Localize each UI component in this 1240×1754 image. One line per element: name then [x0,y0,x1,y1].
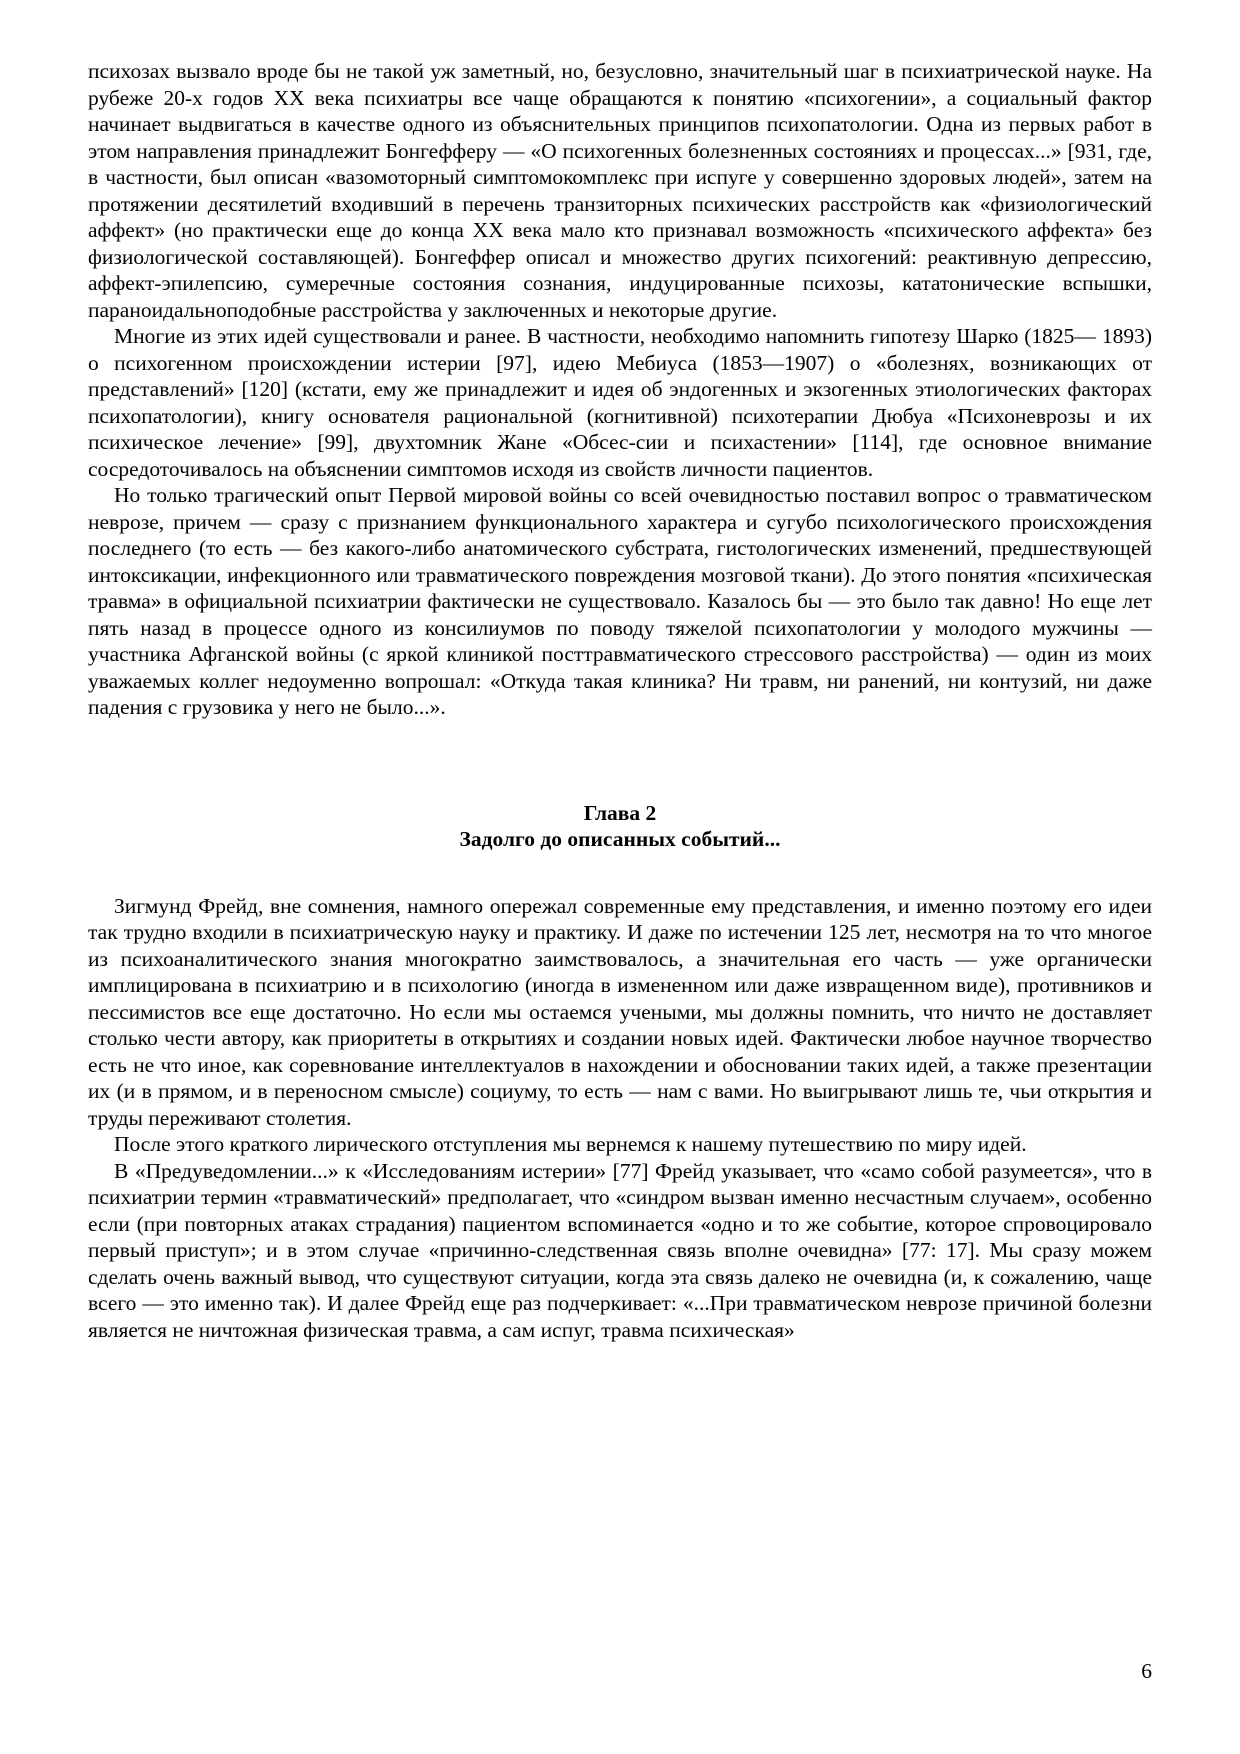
document-page [88,58,1152,1343]
chapter-number: Глава 2 [583,800,657,825]
paragraph: Многие из этих идей существовали и ранее. В частности, необходимо напомнить гипотезу Шарко (1825— 1893) о психогенном происхождении истерии [97], идею Мебиуса (1853—1907) о «болезнях, возникающих от представлений» [120] (кстати, ему же принадлежит и идея об эндогенных и экзогенных этиологических факторах психопатологии), книгу основателя рациональной (когнитивной) психотерапии Дюбуа «Психоневрозы и их психическое лечение» [99], двухтомник Жане «Обсес-сии и психастении» [114], где основное внимание сосредоточивалось на объяснении симптомов исходя из свойств личности пациентов. [88,324,1152,481]
paragraph: психозах вызвало вроде бы не такой уж заметный, но, безусловно, значительный шаг в психиатрической науке. На рубеже 20-х годов XX века психиатры все чаще обращаются к понятию «психогении», а социальный фактор начинает выдвигаться в качестве одного из объяснительных принципов психопатологии. Одна из первых работ в этом направления принадлежит Бонгефферу — «О психогенных болезненных состояниях и процессах...» [931, где, в частности, был описан «вазомоторный симптомокомплекс при испуге у совершенно здоровых людей», затем на протяжении десятилетий входивший в перечень транзиторных психических расстройств как «физиологический аффект» (но практически еще до конца XX века мало кто признавал возможность «психического аффекта» без физиологической составляющей). Бонгеффер описал и множество других психогений: реактивную депрессию, аффект-эпилепсию, сумеречные состояния сознания, индуцированные психозы, кататонические вспышки, параноидальноподобные расстройства у заключенных и некоторые другие. [88,59,1152,322]
section-chapter-2 [88,893,1152,1344]
page-number: 6 [1141,1659,1152,1683]
paragraph: После этого краткого лирического отступления мы вернемся к нашему путешествию по миру идей. [114,1132,1027,1156]
section-chapter-1-continuation [88,58,1152,721]
paragraph: Но только трагический опыт Первой мировой войны со всей очевидностью поставил вопрос о травматическом неврозе, причем — сразу с признанием функционального характера и сугубо психологического происхождения последнего (то есть — без какого-либо анатомического субстрата, гистологических изменений, предшествующей интоксикации, инфекционного или травматического повреждения мозговой ткани). До этого понятия «психическая травма» в официальной психиатрии фактически не существовало. Казалось бы — это было так давно! Но еще лет пять назад в процессе одного из консилиумов по поводу тяжелой психопатологии у молодого мужчины — участника Афганской войны (с яркой клиникой посттравматического стрессового расстройства) — один из моих уважаемых коллег недоуменно вопрошал: «Откуда такая клиника? Ни травм, ни ранений, ни контузий, ни даже падения с грузовика у него не было...». [88,483,1152,719]
chapter-title: Задолго до описанных событий... [459,827,781,851]
chapter-heading [88,800,1152,853]
paragraph: Зигмунд Фрейд, вне сомнения, намного опережал современные ему представления, и именно поэтому его идеи так трудно входили в психиатрическую науку и практику. И даже по истечении 125 лет, несмотря на то что многое из психоаналитического знания многократно заимствовалось, а значительная его часть — уже органически имплицирована в психиатрию и в психологию (иногда в измененном или даже извращенном виде), противников и пессимистов все еще достаточно. Но если мы остаемся учеными, мы должны помнить, что ничто не доставляет столько чести автору, как приоритеты в открытиях и создании новых идей. Фактически любое научное творчество есть не что иное, как соревнование интеллектуалов в нахождении и обосновании таких идей, а также презентации их (и в прямом, и в переносном смысле) социуму, то есть — нам с вами. Но выигрывают лишь те, чьи открытия и труды переживают столетия. [88,893,1152,1130]
paragraph: В «Предуведомлении...» к «Исследованиям истерии» [77] Фрейд указывает, что «само собой разумеется», что в психиатрии термин «травматический» предполагает, что «синдром вызван именно несчастным случаем», особенно если (при повторных атаках страдания) пациентом вспоминается «одно и то же событие, которое спровоцировало первый приступ»; и в этом случае «причинно-следственная связь вполне очевидна» [77: 17]. Мы сразу можем сделать очень важный вывод, что существуют ситуации, когда эта связь далеко не очевидна (и, к сожалению, чаще всего — это именно так). И далее Фрейд еще раз подчеркивает: «...При травматическом неврозе причиной болезни является не ничтожная физическая травма, а сам испуг, травма психическая» [88,1158,1152,1342]
